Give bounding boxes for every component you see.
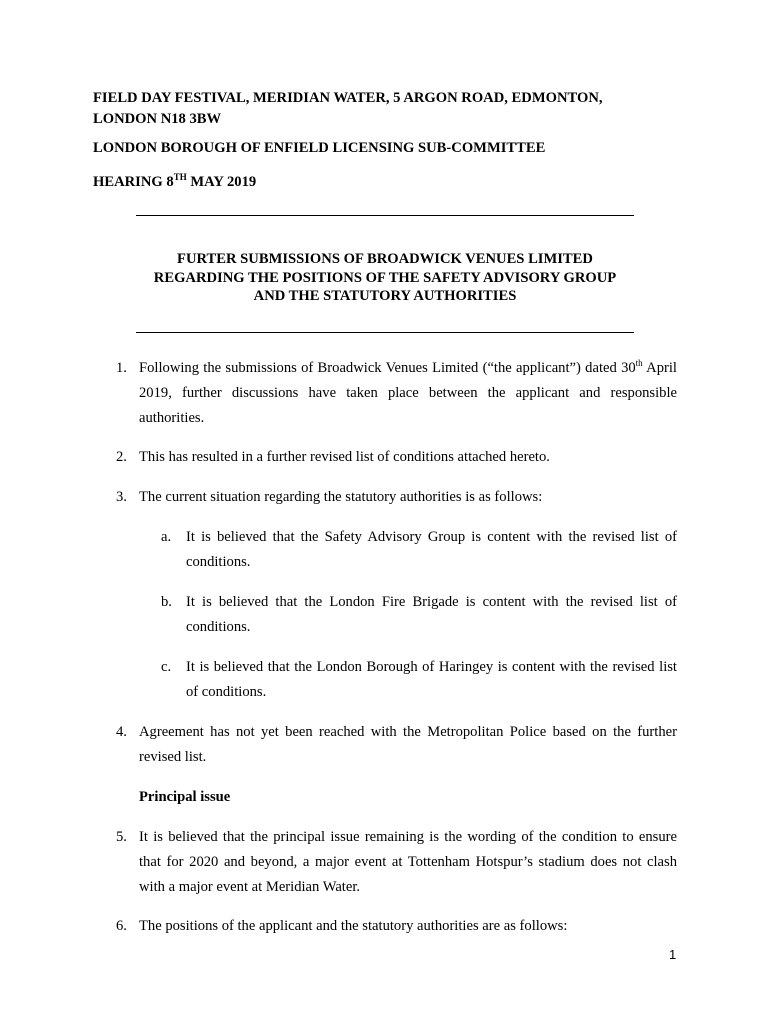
header-address-line2: LONDON N18 3BW bbox=[93, 111, 222, 127]
header-address-line1: FIELD DAY FESTIVAL, MERIDIAN WATER, 5 ARGON ROAD, EDMONTON, bbox=[93, 90, 603, 106]
document-title bbox=[120, 250, 650, 306]
hearing-prefix: HEARING 8 bbox=[93, 174, 174, 190]
paragraph-number: 1. bbox=[116, 360, 127, 376]
divider-bottom bbox=[136, 332, 634, 333]
paragraph-4: Agreement has not yet been reached with the Metropolitan Police based on the further revised list. bbox=[139, 724, 677, 765]
subitem-c: It is believed that the London Borough of Haringey is content with the revised list of conditions. bbox=[186, 659, 677, 700]
paragraph-number: 5. bbox=[116, 829, 127, 845]
document-header bbox=[93, 88, 683, 130]
paragraph-number: 3. bbox=[116, 489, 127, 505]
subitem-a: It is believed that the Safety Advisory Group is content with the revised list of conditions. bbox=[186, 529, 677, 570]
paragraph-1 bbox=[139, 356, 677, 431]
page-number: 1 bbox=[669, 947, 677, 962]
title-line3: AND THE STATUTORY AUTHORITIES bbox=[253, 288, 517, 304]
title-line1: FURTER SUBMISSIONS OF BROADWICK VENUES LIMITED bbox=[177, 251, 593, 267]
paragraph-3: The current situation regarding the statutory authorities is as follows: bbox=[139, 489, 543, 505]
paragraph-number: 2. bbox=[116, 449, 127, 465]
section-heading: Principal issue bbox=[139, 789, 231, 805]
paragraph-2: This has resulted in a further revised list of conditions attached hereto. bbox=[139, 449, 550, 465]
hearing-sup: TH bbox=[173, 172, 187, 183]
committee-name: LONDON BOROUGH OF ENFIELD LICENSING SUB-COMMITTEE bbox=[93, 140, 546, 156]
hearing-suffix: MAY 2019 bbox=[186, 174, 257, 190]
paragraph-1-sup: th bbox=[635, 358, 643, 369]
subitem-letter: a. bbox=[161, 529, 172, 545]
paragraph-number: 4. bbox=[116, 724, 127, 740]
subitem-b: It is believed that the London Fire Brigade is content with the revised list of conditions. bbox=[186, 594, 677, 635]
paragraph-5: It is believed that the principal issue remaining is the wording of the condition to ensure that for 2020 and beyond, a major event at Tottenham Hotspur’s stadium does not clash with a major event at Meridian Water. bbox=[139, 829, 677, 895]
title-line2: REGARDING THE POSITIONS OF THE SAFETY ADVISORY GROUP bbox=[153, 269, 617, 286]
paragraph-number: 6. bbox=[116, 918, 127, 934]
hearing-date bbox=[93, 172, 683, 193]
paragraph-1-text-b: April 2019, further discussions have taken place between the applicant and responsible authorities. bbox=[139, 360, 677, 426]
paragraph-6: The positions of the applicant and the statutory authorities are as follows: bbox=[139, 918, 568, 934]
subitem-letter: b. bbox=[161, 594, 172, 610]
divider-top bbox=[136, 215, 634, 216]
paragraph-1-text-a: Following the submissions of Broadwick Venues Limited (“the applicant”) dated 30 bbox=[139, 360, 636, 376]
subitem-letter: c. bbox=[161, 659, 172, 675]
